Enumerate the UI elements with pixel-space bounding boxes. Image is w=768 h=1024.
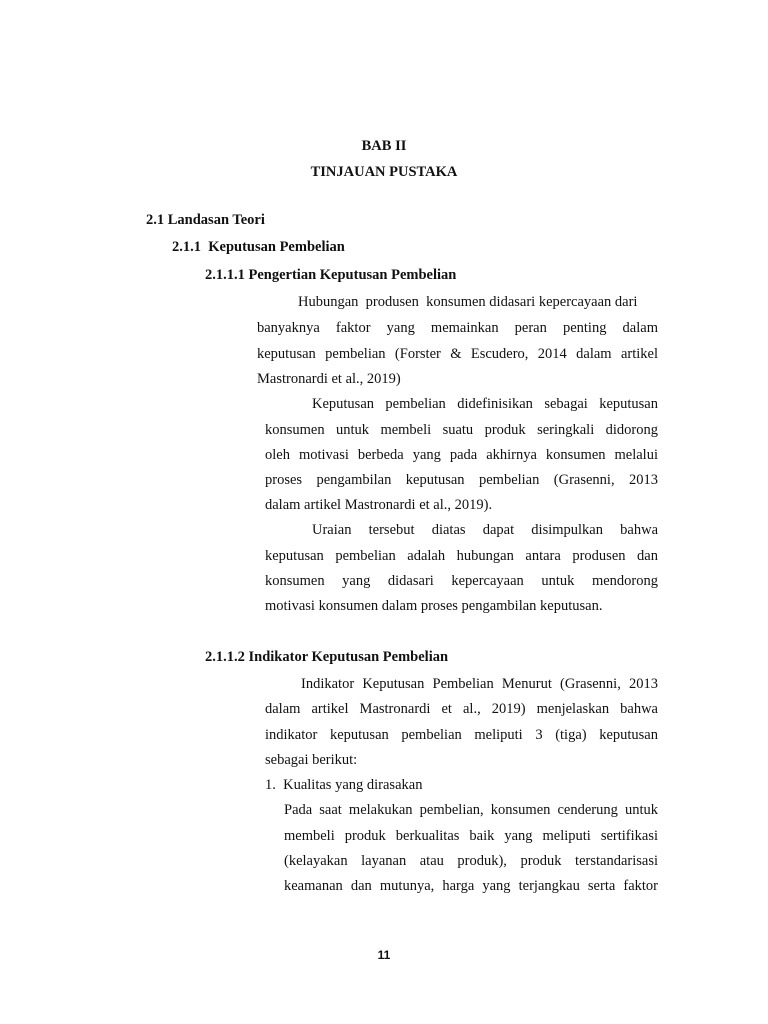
paragraph-line: dalam artikel Mastronardi et al., 2019). xyxy=(265,497,493,513)
paragraph-line: indikator keputusan pembelian meliputi 3 (tiga) keputusan xyxy=(265,727,658,743)
section-heading-2-1: 2.1 Landasan Teori xyxy=(146,212,265,228)
list-item-label: 1. Kualitas yang dirasakan xyxy=(265,777,423,793)
paragraph-line: oleh motivasi berbeda yang pada akhirnya konsumen melalui xyxy=(265,447,658,463)
section-heading-2-1-1: 2.1.1 Keputusan Pembelian xyxy=(172,239,345,255)
page-number: 11 xyxy=(377,948,391,962)
paragraph-line: Hubungan produsen konsumen didasari kepercayaan dari xyxy=(298,294,638,310)
section-heading-2-1-1-2: 2.1.1.2 Indikator Keputusan Pembelian xyxy=(205,649,449,665)
section-heading-2-1-1-1: 2.1.1.1 Pengertian Keputusan Pembelian xyxy=(205,267,457,283)
chapter-title: TINJAUAN PUSTAKA xyxy=(310,164,458,180)
paragraph-line: Uraian tersebut diatas dapat disimpulkan bahwa xyxy=(312,522,658,538)
paragraph-line: dalam artikel Mastronardi et al., 2019) menjelaskan bahwa xyxy=(265,701,658,717)
list-item-line: (kelayakan layanan atau produk), produk terstandarisasi xyxy=(284,853,658,869)
paragraph-line: motivasi konsumen dalam proses pengambilan keputusan. xyxy=(265,598,603,614)
paragraph-line: sebagai berikut: xyxy=(265,752,358,768)
list-item-line: membeli produk berkualitas baik yang meliputi sertifikasi xyxy=(284,828,658,844)
paragraph-line: proses pengambilan keputusan pembelian (Grasenni, 2013 xyxy=(265,472,658,488)
list-item-line: Pada saat melakukan pembelian, konsumen cenderung untuk xyxy=(284,802,658,818)
paragraph-line: banyaknya faktor yang memainkan peran penting dalam xyxy=(257,320,658,336)
paragraph-line: Mastronardi et al., 2019) xyxy=(257,371,401,387)
paragraph-line: keputusan pembelian adalah hubungan antara produsen dan xyxy=(265,548,658,564)
paragraph-line: Keputusan pembelian didefinisikan sebagai keputusan xyxy=(312,396,658,412)
paragraph-line: keputusan pembelian (Forster & Escudero, 2014 dalam artikel xyxy=(257,346,658,362)
paragraph-line: konsumen yang didasari kepercayaan untuk mendorong xyxy=(265,573,658,589)
list-item-line: keamanan dan mutunya, harga yang terjangkau serta faktor xyxy=(284,878,658,894)
paragraph-line: Indikator Keputusan Pembelian Menurut (Grasenni, 2013 xyxy=(301,676,658,692)
paragraph-line: konsumen untuk membeli suatu produk seringkali didorong xyxy=(265,422,658,438)
chapter-number: BAB II xyxy=(361,138,407,154)
